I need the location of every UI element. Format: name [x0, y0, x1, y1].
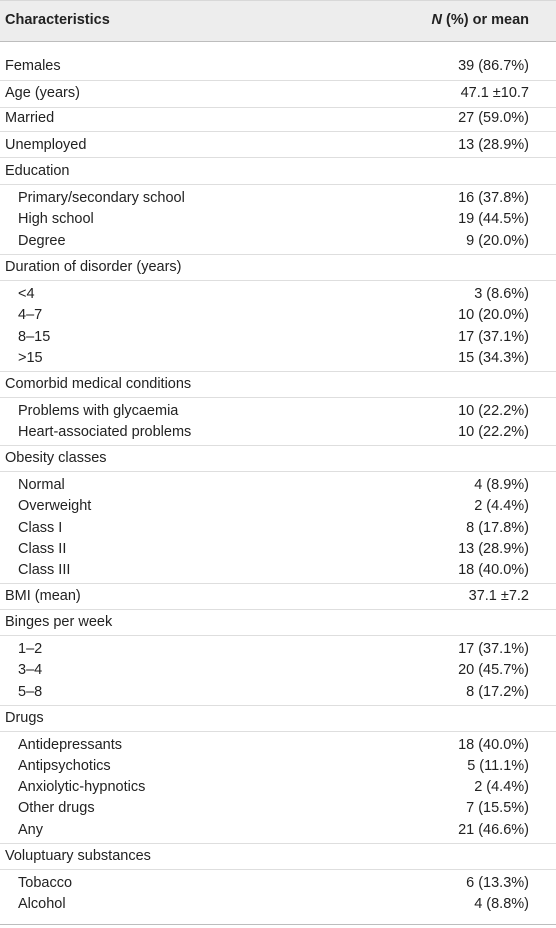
row-value: 4 (8.8%) — [474, 896, 529, 912]
table-row — [0, 660, 556, 681]
row-value: 8 (17.2%) — [466, 684, 529, 700]
table-row — [0, 327, 556, 348]
table-row — [0, 518, 556, 539]
row-separator — [0, 731, 556, 732]
row-separator — [0, 843, 556, 844]
table-row — [0, 873, 556, 894]
row-separator — [0, 131, 556, 132]
row-label: Overweight — [18, 498, 92, 514]
row-value: 10 (20.0%) — [458, 307, 529, 323]
group-label: Education — [5, 163, 70, 179]
row-label: 5–8 — [18, 684, 43, 700]
row-label: <4 — [18, 286, 35, 302]
row-separator — [0, 471, 556, 472]
table-row — [0, 401, 556, 422]
group-label: Voluptuary substances — [5, 848, 151, 864]
table-header — [0, 1, 556, 42]
table-row — [0, 188, 556, 209]
row-label: Age (years) — [5, 85, 80, 101]
row-label: 8–15 — [18, 329, 51, 345]
table-row — [0, 348, 556, 369]
header-n-italic: N — [431, 12, 442, 28]
row-value: 18 (40.0%) — [458, 737, 529, 753]
table-row — [0, 135, 556, 156]
table-row — [0, 83, 556, 104]
row-separator — [0, 869, 556, 870]
row-value: 18 (40.0%) — [458, 562, 529, 578]
row-label: Married — [5, 110, 55, 126]
table-row — [0, 820, 556, 841]
group-heading — [0, 708, 556, 729]
group-heading — [0, 846, 556, 867]
row-value: 4 (8.9%) — [474, 477, 529, 493]
table-row — [0, 496, 556, 517]
row-label: BMI (mean) — [5, 588, 81, 604]
table-row — [0, 108, 556, 129]
group-heading — [0, 161, 556, 182]
row-label: Class I — [18, 520, 63, 536]
table-row — [0, 231, 556, 252]
row-value: 13 (28.9%) — [458, 541, 529, 557]
table-row — [0, 305, 556, 326]
row-label: Antidepressants — [18, 737, 122, 753]
table-row — [0, 539, 556, 560]
row-value: 9 (20.0%) — [466, 233, 529, 249]
table-row — [0, 56, 556, 77]
row-label: Antipsychotics — [18, 758, 111, 774]
row-separator — [0, 705, 556, 706]
header-n-rest: (%) or mean — [441, 12, 529, 28]
row-value: 39 (86.7%) — [458, 58, 529, 74]
row-value: 37.1 ±7.2 — [468, 588, 529, 604]
row-value: 5 (11.1%) — [467, 758, 529, 774]
row-separator — [0, 157, 556, 158]
group-label: Comorbid medical conditions — [5, 376, 192, 392]
row-separator — [0, 397, 556, 398]
row-label: Any — [18, 822, 43, 838]
row-label: Class III — [18, 562, 71, 578]
row-separator — [0, 184, 556, 185]
row-label: Primary/secondary school — [18, 190, 185, 206]
row-value: 19 (44.5%) — [458, 211, 529, 227]
row-label: Other drugs — [18, 800, 95, 816]
row-separator — [0, 80, 556, 81]
row-label: 1–2 — [18, 641, 43, 657]
row-separator — [0, 280, 556, 281]
row-label: Normal — [18, 477, 65, 493]
row-value: 13 (28.9%) — [458, 137, 529, 153]
row-separator — [0, 445, 556, 446]
row-value: 17 (37.1%) — [458, 329, 529, 345]
group-heading — [0, 448, 556, 469]
row-label: 4–7 — [18, 307, 43, 323]
table-row — [0, 682, 556, 703]
header-characteristics: Characteristics — [5, 12, 110, 28]
row-separator — [0, 583, 556, 584]
row-value: 47.1 ±10.7 — [460, 85, 529, 101]
row-label: Tobacco — [18, 875, 73, 891]
table-row — [0, 209, 556, 230]
group-label: Obesity classes — [5, 450, 107, 466]
row-value: 17 (37.1%) — [458, 641, 529, 657]
row-separator — [0, 254, 556, 255]
row-value: 15 (34.3%) — [458, 350, 529, 366]
row-separator — [0, 371, 556, 372]
table-row — [0, 422, 556, 443]
group-heading — [0, 257, 556, 278]
group-label: Binges per week — [5, 614, 113, 630]
group-heading — [0, 612, 556, 633]
table-row — [0, 560, 556, 581]
row-label: Problems with glycaemia — [18, 403, 179, 419]
row-label: Alcohol — [18, 896, 66, 912]
row-value: 8 (17.8%) — [466, 520, 529, 536]
header-bottom-rule — [0, 41, 556, 42]
row-value: 6 (13.3%) — [466, 875, 529, 891]
table-row — [0, 894, 556, 915]
table-bottom-rule — [0, 924, 556, 925]
table-row — [0, 639, 556, 660]
row-value: 2 (4.4%) — [474, 498, 529, 514]
table-row — [0, 798, 556, 819]
row-label: Class II — [18, 541, 67, 557]
table-row — [0, 777, 556, 798]
row-value: 20 (45.7%) — [458, 662, 529, 678]
row-separator — [0, 635, 556, 636]
table-row — [0, 475, 556, 496]
group-label: Duration of disorder (years) — [5, 259, 182, 275]
row-value: 16 (37.8%) — [458, 190, 529, 206]
table-row — [0, 735, 556, 756]
group-heading — [0, 374, 556, 395]
table-row — [0, 284, 556, 305]
group-label: Drugs — [5, 710, 44, 726]
row-value: 10 (22.2%) — [458, 424, 529, 440]
row-label: Unemployed — [5, 137, 87, 153]
row-label: High school — [18, 211, 94, 227]
row-value: 3 (8.6%) — [474, 286, 529, 302]
row-label: >15 — [18, 350, 43, 366]
row-value: 2 (4.4%) — [474, 779, 529, 795]
table-row — [0, 586, 556, 607]
row-label: Degree — [18, 233, 66, 249]
row-value: 7 (15.5%) — [466, 800, 529, 816]
row-label: 3–4 — [18, 662, 43, 678]
table-row — [0, 756, 556, 777]
row-label: Anxiolytic-hypnotics — [18, 779, 146, 795]
row-value: 27 (59.0%) — [458, 110, 529, 126]
row-value: 21 (46.6%) — [458, 822, 529, 838]
header-n-percent-or-mean — [432, 12, 530, 28]
row-label: Females — [5, 58, 61, 74]
row-label: Heart-associated problems — [18, 424, 192, 440]
row-separator — [0, 609, 556, 610]
row-value: 10 (22.2%) — [458, 403, 529, 419]
